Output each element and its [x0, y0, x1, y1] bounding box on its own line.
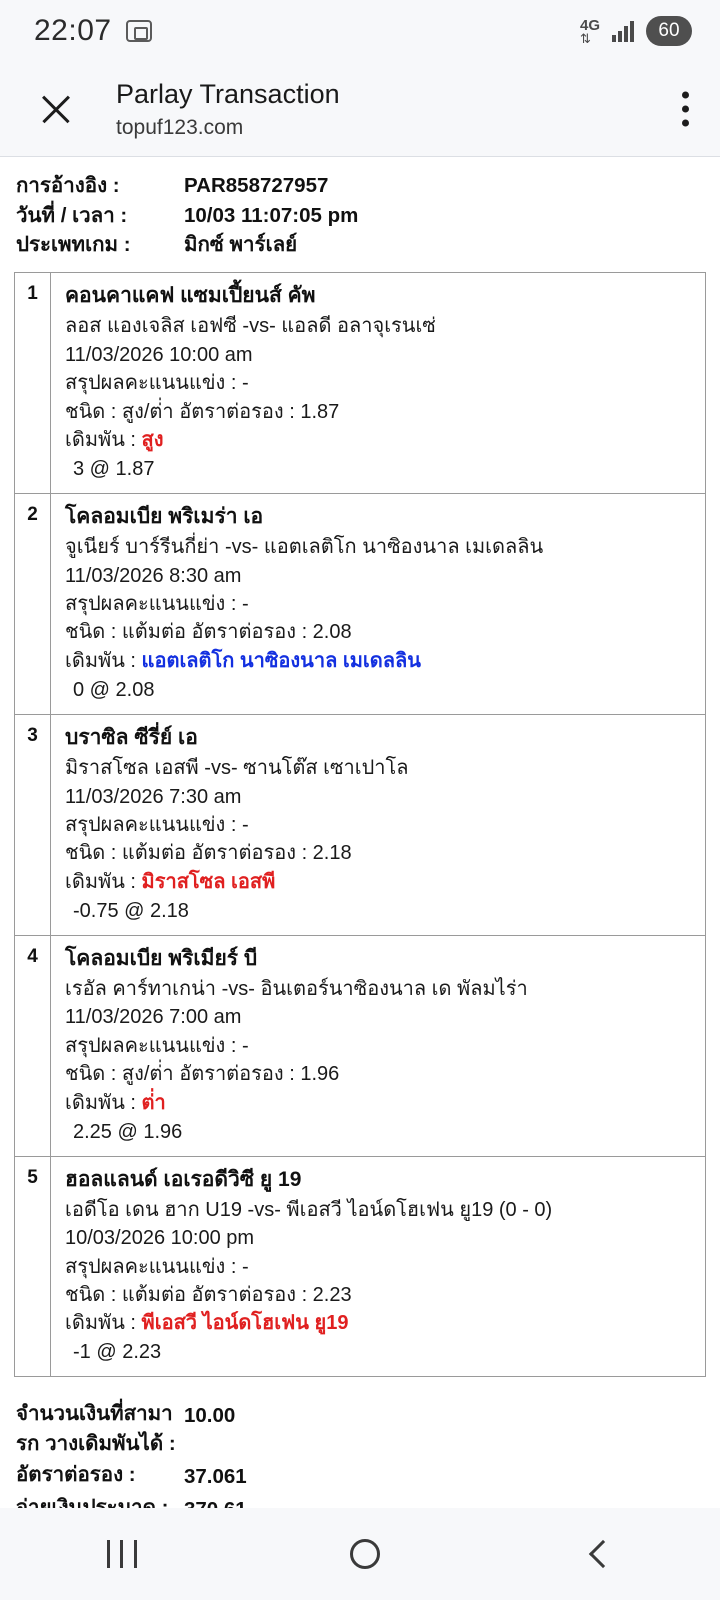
leg-pick-value: พีเอสวี ไอน์ดโฮเฟน ยู19 [141, 1312, 349, 1335]
kebab-menu-icon[interactable] [682, 92, 690, 127]
leg-score: สรุปผลคะแนนแข่ง : - [65, 372, 249, 395]
ticket-summary [16, 1399, 706, 1523]
leg-league: โคลอมเบีย พริเมียร์ บี [65, 946, 258, 970]
battery-badge: 60 [646, 16, 692, 46]
ticket-meta [16, 171, 706, 260]
leg-number: 5 [15, 1157, 51, 1377]
recents-icon[interactable] [107, 1540, 137, 1568]
leg-score: สรุปผลคะแนนแข่ง : - [65, 1255, 249, 1278]
leg-match: มิราสโซล เอสพี -vs- ซานโต๊ส เซาเปาโล [65, 757, 409, 780]
status-bar-left [34, 14, 152, 48]
leg-number: 1 [15, 273, 51, 493]
leg-stake: -0.75 @ 2.18 [73, 899, 189, 922]
ticket-content [0, 157, 720, 1524]
summary-row [16, 1460, 706, 1491]
leg-stake: -1 @ 2.23 [73, 1341, 162, 1364]
leg-number: 4 [15, 936, 51, 1156]
table-row [15, 936, 705, 1157]
leg-pick-row [65, 1089, 695, 1118]
meta-label: ประเพทเกม : [16, 233, 131, 257]
leg-type-odds: ชนิด : สูง/ต่่า อัตราต่อรอง : 1.96 [65, 1063, 340, 1086]
leg-match: เอดีโอ เดน ฮาก U19 -vs- พีเอสวี ไอน์ดโฮเฟน ยู19 (0 - 0) [65, 1198, 553, 1221]
leg-datetime: 11/03/2026 7:30 am [65, 785, 242, 808]
signal-strength-icon [612, 20, 634, 42]
leg-number: 2 [15, 494, 51, 714]
meta-label: การอ้างอิง : [16, 174, 120, 197]
meta-label: วันที่ / เวลา : [16, 203, 128, 227]
leg-details [51, 494, 705, 714]
meta-row [16, 201, 706, 231]
table-row [15, 715, 705, 936]
leg-type-odds: ชนิด : แต้มต่อ อัตราต่อรอง : 2.23 [65, 1284, 352, 1307]
leg-pick-label: เดิมพัน : [65, 870, 136, 893]
leg-pick-label: เดิมพัน : [65, 649, 136, 672]
data-transfer-arrows-icon: ⇅ [579, 30, 591, 46]
leg-pick-value: มิราสโซล เอสพี [141, 870, 276, 893]
leg-pick-value: แอตเลติโก นาซิองนาล เมเดลลิน [141, 649, 421, 672]
back-icon[interactable] [589, 1540, 617, 1568]
bet-legs-table [14, 272, 706, 1377]
leg-score: สรุปผลคะแนนแข่ง : - [65, 813, 249, 836]
leg-number: 3 [15, 715, 51, 935]
leg-datetime: 11/03/2026 7:00 am [65, 1006, 242, 1029]
leg-datetime: 10/03/2026 10:00 pm [65, 1227, 255, 1250]
leg-league: บราซิล ซีรี่ย์ เอ [65, 725, 198, 749]
status-clock: 22:07 [34, 14, 112, 47]
close-icon[interactable] [34, 87, 78, 131]
summary-value: 37.061 [184, 1464, 247, 1488]
leg-pick-value: ต่่า [141, 1091, 166, 1114]
app-bar-titles [116, 78, 340, 141]
leg-details [51, 936, 705, 1156]
leg-league: ฮอลแลนด์ เอเรอดีวิซี ยู 19 [65, 1167, 302, 1191]
leg-type-odds: ชนิด : แต้มต่อ อัตราต่อรอง : 2.18 [65, 842, 352, 865]
summary-value: 10.00 [184, 1404, 236, 1428]
leg-type-odds: ชนิด : แต้มต่อ อัตราต่อรอง : 2.08 [65, 621, 352, 644]
app-bar [0, 62, 720, 156]
leg-details [51, 715, 705, 935]
leg-pick-value: สูง [141, 429, 164, 452]
table-row [15, 273, 705, 494]
leg-type-odds: ชนิด : สูง/ต่่า อัตราต่อรอง : 1.87 [65, 400, 340, 423]
leg-match: ลอส แองเจลิส เอฟซี -vs- แอลดี อลาจุเรนเซ่ [65, 315, 436, 338]
leg-league: คอนคาแคฟ แซมเปี้ยนส์ คัพ [65, 284, 316, 308]
table-row [15, 1157, 705, 1378]
leg-stake: 3 @ 1.87 [73, 458, 155, 481]
leg-score: สรุปผลคะแนนแข่ง : - [65, 1034, 249, 1057]
leg-datetime: 11/03/2026 10:00 am [65, 343, 253, 366]
page-subtitle-domain: topuf123.com [116, 116, 244, 140]
status-bar [0, 0, 720, 62]
table-row [15, 494, 705, 715]
leg-pick-label: เดิมพัน : [65, 1312, 136, 1335]
leg-match: เรอัล คาร์ทาเกน่า -vs- อินเตอร์นาซิองนาล เด พัลมไร่า [65, 978, 528, 1001]
leg-league: โคลอมเบีย พริเมร่า เอ [65, 505, 264, 529]
leg-match: จูเนียร์ บาร์รีนกี่ย่า -vs- แอตเลติโก นาซิองนาล เมเดลลิน [65, 536, 544, 559]
leg-details [51, 1157, 705, 1377]
leg-pick-row [65, 868, 695, 897]
leg-stake: 0 @ 2.08 [73, 678, 155, 701]
leg-pick-row [65, 647, 695, 676]
camera-icon [126, 20, 152, 42]
meta-row [16, 171, 706, 201]
leg-pick-label: เดิมพัน : [65, 1091, 136, 1114]
meta-value: PAR858727957 [184, 174, 329, 197]
leg-datetime: 11/03/2026 8:30 am [65, 564, 242, 587]
meta-value: 10/03 11:07:05 pm [184, 203, 359, 227]
summary-label: จำนวนเงินที่สามารก วางเดิมพันได้ : [16, 1402, 176, 1455]
meta-value: มิกซ์ พาร์เลย์ [184, 233, 298, 257]
leg-stake: 2.25 @ 1.96 [73, 1120, 183, 1143]
meta-row [16, 230, 706, 260]
leg-pick-row [65, 426, 695, 455]
system-navigation-bar [0, 1508, 720, 1600]
page-title: Parlay Transaction [116, 78, 340, 109]
summary-label: อัตราต่อรอง : [16, 1462, 136, 1486]
network-type-icon [580, 18, 600, 45]
leg-score: สรุปผลคะแนนแข่ง : - [65, 593, 249, 616]
status-bar-right [580, 16, 692, 46]
leg-details [51, 273, 705, 493]
network-type-label: 4G [579, 16, 600, 34]
leg-pick-row [65, 1309, 695, 1338]
leg-pick-label: เดิมพัน : [65, 429, 136, 452]
summary-row [16, 1399, 706, 1457]
home-icon[interactable] [350, 1539, 380, 1569]
